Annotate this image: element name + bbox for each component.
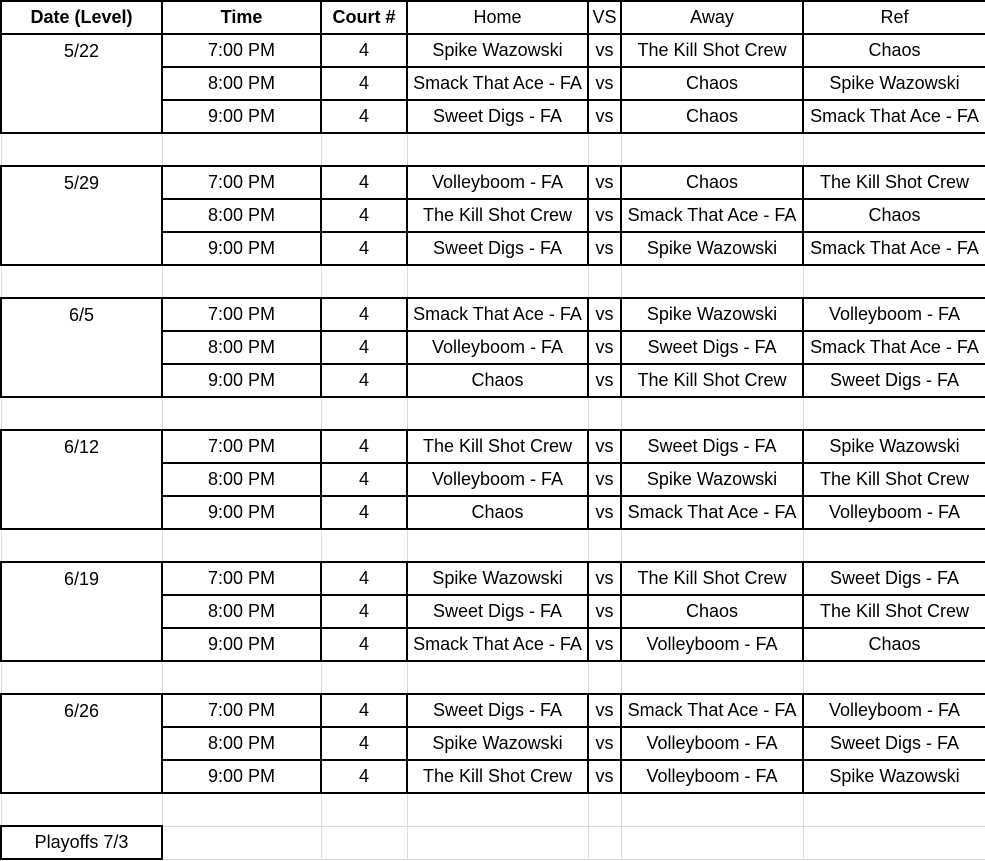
header-vs[interactable]: VS bbox=[588, 1, 621, 34]
time-cell[interactable]: 9:00 PM bbox=[162, 100, 321, 133]
time-cell[interactable]: 9:00 PM bbox=[162, 232, 321, 265]
empty-cell[interactable] bbox=[621, 133, 803, 166]
empty-cell[interactable] bbox=[803, 529, 985, 562]
away-cell[interactable]: The Kill Shot Crew bbox=[621, 364, 803, 397]
court-cell[interactable]: 4 bbox=[321, 628, 407, 661]
home-cell[interactable]: Sweet Digs - FA bbox=[407, 694, 588, 727]
table-row bbox=[1, 331, 985, 364]
vs-cell[interactable]: vs bbox=[588, 727, 621, 760]
vs-cell[interactable]: vs bbox=[588, 34, 621, 67]
table-row bbox=[1, 232, 985, 265]
away-cell[interactable]: Volleyboom - FA bbox=[621, 760, 803, 793]
ref-cell[interactable]: Volleyboom - FA bbox=[803, 298, 985, 331]
date-cell-empty[interactable] bbox=[1, 67, 162, 100]
home-cell[interactable]: The Kill Shot Crew bbox=[407, 760, 588, 793]
ref-cell[interactable]: The Kill Shot Crew bbox=[803, 166, 985, 199]
empty-cell[interactable] bbox=[162, 265, 321, 298]
empty-cell[interactable] bbox=[588, 529, 621, 562]
home-cell[interactable]: Smack That Ace - FA bbox=[407, 67, 588, 100]
empty-cell[interactable] bbox=[621, 265, 803, 298]
court-cell[interactable]: 4 bbox=[321, 232, 407, 265]
vs-cell[interactable]: vs bbox=[588, 166, 621, 199]
empty-cell[interactable] bbox=[162, 793, 321, 826]
away-cell[interactable]: Sweet Digs - FA bbox=[621, 331, 803, 364]
time-cell[interactable]: 7:00 PM bbox=[162, 166, 321, 199]
empty-cell[interactable] bbox=[588, 397, 621, 430]
date-cell-empty[interactable] bbox=[1, 364, 162, 397]
home-cell[interactable]: Chaos bbox=[407, 496, 588, 529]
table-row bbox=[1, 199, 985, 232]
home-cell[interactable]: Spike Wazowski bbox=[407, 562, 588, 595]
home-cell[interactable]: Sweet Digs - FA bbox=[407, 100, 588, 133]
date-cell-empty[interactable] bbox=[1, 760, 162, 793]
vs-cell[interactable]: vs bbox=[588, 496, 621, 529]
home-cell[interactable]: The Kill Shot Crew bbox=[407, 199, 588, 232]
empty-cell[interactable] bbox=[162, 826, 321, 859]
ref-cell[interactable]: Spike Wazowski bbox=[803, 430, 985, 463]
header-home[interactable]: Home bbox=[407, 1, 588, 34]
court-cell[interactable]: 4 bbox=[321, 298, 407, 331]
vs-cell[interactable]: vs bbox=[588, 364, 621, 397]
table-row bbox=[1, 760, 985, 793]
table-row bbox=[1, 364, 985, 397]
time-cell[interactable]: 8:00 PM bbox=[162, 463, 321, 496]
week-date-cell[interactable]: 6/19 bbox=[1, 562, 162, 595]
away-cell[interactable]: Chaos bbox=[621, 100, 803, 133]
empty-cell[interactable] bbox=[321, 529, 407, 562]
home-cell[interactable]: The Kill Shot Crew bbox=[407, 430, 588, 463]
time-cell[interactable]: 9:00 PM bbox=[162, 496, 321, 529]
empty-cell[interactable] bbox=[407, 661, 588, 694]
empty-cell[interactable] bbox=[1, 529, 162, 562]
table-row bbox=[1, 298, 985, 331]
spacer-row bbox=[1, 529, 985, 562]
time-cell[interactable]: 9:00 PM bbox=[162, 628, 321, 661]
home-cell[interactable]: Chaos bbox=[407, 364, 588, 397]
court-cell[interactable]: 4 bbox=[321, 595, 407, 628]
court-cell[interactable]: 4 bbox=[321, 496, 407, 529]
playoffs-cell[interactable]: Playoffs 7/3 bbox=[1, 826, 162, 859]
table-row bbox=[1, 463, 985, 496]
home-cell[interactable]: Volleyboom - FA bbox=[407, 166, 588, 199]
ref-cell[interactable]: Volleyboom - FA bbox=[803, 694, 985, 727]
vs-cell[interactable]: vs bbox=[588, 67, 621, 100]
time-cell[interactable]: 8:00 PM bbox=[162, 331, 321, 364]
empty-cell[interactable] bbox=[1, 133, 162, 166]
date-cell-empty[interactable] bbox=[1, 496, 162, 529]
table-row bbox=[1, 727, 985, 760]
empty-cell[interactable] bbox=[621, 397, 803, 430]
ref-cell[interactable]: Smack That Ace - FA bbox=[803, 232, 985, 265]
ref-cell[interactable]: The Kill Shot Crew bbox=[803, 463, 985, 496]
time-cell[interactable]: 7:00 PM bbox=[162, 694, 321, 727]
date-cell-empty[interactable] bbox=[1, 463, 162, 496]
date-cell-empty[interactable] bbox=[1, 595, 162, 628]
court-cell[interactable]: 4 bbox=[321, 34, 407, 67]
spacer-row bbox=[1, 793, 985, 826]
empty-cell[interactable] bbox=[407, 397, 588, 430]
vs-cell[interactable]: vs bbox=[588, 199, 621, 232]
court-cell[interactable]: 4 bbox=[321, 67, 407, 100]
ref-cell[interactable]: Volleyboom - FA bbox=[803, 496, 985, 529]
table-row bbox=[1, 430, 985, 463]
header-row bbox=[1, 1, 985, 34]
date-cell-empty[interactable] bbox=[1, 727, 162, 760]
court-cell[interactable]: 4 bbox=[321, 199, 407, 232]
ref-cell[interactable]: Chaos bbox=[803, 628, 985, 661]
date-cell-empty[interactable] bbox=[1, 100, 162, 133]
ref-cell[interactable]: Smack That Ace - FA bbox=[803, 331, 985, 364]
empty-cell[interactable] bbox=[162, 133, 321, 166]
spacer-row bbox=[1, 397, 985, 430]
away-cell[interactable]: Chaos bbox=[621, 595, 803, 628]
date-cell-empty[interactable] bbox=[1, 331, 162, 364]
away-cell[interactable]: Chaos bbox=[621, 166, 803, 199]
ref-cell[interactable]: Chaos bbox=[803, 34, 985, 67]
ref-cell[interactable]: Spike Wazowski bbox=[803, 67, 985, 100]
week-date-cell[interactable]: 6/12 bbox=[1, 430, 162, 463]
vs-cell[interactable]: vs bbox=[588, 100, 621, 133]
empty-cell[interactable] bbox=[321, 397, 407, 430]
home-cell[interactable]: Sweet Digs - FA bbox=[407, 232, 588, 265]
vs-cell[interactable]: vs bbox=[588, 760, 621, 793]
table-row bbox=[1, 100, 985, 133]
empty-cell[interactable] bbox=[803, 265, 985, 298]
date-cell-empty[interactable] bbox=[1, 628, 162, 661]
court-cell[interactable]: 4 bbox=[321, 727, 407, 760]
time-cell[interactable]: 8:00 PM bbox=[162, 199, 321, 232]
court-cell[interactable]: 4 bbox=[321, 463, 407, 496]
home-cell[interactable]: Volleyboom - FA bbox=[407, 463, 588, 496]
spacer-row bbox=[1, 265, 985, 298]
empty-cell[interactable] bbox=[621, 529, 803, 562]
empty-cell[interactable] bbox=[803, 826, 985, 859]
spacer-row bbox=[1, 661, 985, 694]
court-cell[interactable]: 4 bbox=[321, 760, 407, 793]
empty-cell[interactable] bbox=[162, 397, 321, 430]
empty-cell[interactable] bbox=[321, 793, 407, 826]
week-date-cell[interactable]: 5/29 bbox=[1, 166, 162, 199]
table-row bbox=[1, 67, 985, 100]
vs-cell[interactable]: vs bbox=[588, 463, 621, 496]
time-cell[interactable]: 7:00 PM bbox=[162, 562, 321, 595]
away-cell[interactable]: Smack That Ace - FA bbox=[621, 199, 803, 232]
time-cell[interactable]: 7:00 PM bbox=[162, 34, 321, 67]
court-cell[interactable]: 4 bbox=[321, 166, 407, 199]
empty-cell[interactable] bbox=[1, 661, 162, 694]
ref-cell[interactable]: Smack That Ace - FA bbox=[803, 100, 985, 133]
ref-cell[interactable]: Spike Wazowski bbox=[803, 760, 985, 793]
spacer-row bbox=[1, 133, 985, 166]
away-cell[interactable]: Volleyboom - FA bbox=[621, 628, 803, 661]
time-cell[interactable]: 8:00 PM bbox=[162, 727, 321, 760]
table-row bbox=[1, 628, 985, 661]
time-cell[interactable]: 7:00 PM bbox=[162, 430, 321, 463]
empty-cell[interactable] bbox=[407, 793, 588, 826]
away-cell[interactable]: Spike Wazowski bbox=[621, 298, 803, 331]
empty-cell[interactable] bbox=[407, 529, 588, 562]
empty-cell[interactable] bbox=[588, 133, 621, 166]
empty-cell[interactable] bbox=[321, 826, 407, 859]
vs-cell[interactable]: vs bbox=[588, 628, 621, 661]
table-row bbox=[1, 34, 985, 67]
time-cell[interactable]: 9:00 PM bbox=[162, 760, 321, 793]
time-cell[interactable]: 7:00 PM bbox=[162, 298, 321, 331]
away-cell[interactable]: The Kill Shot Crew bbox=[621, 562, 803, 595]
home-cell[interactable]: Smack That Ace - FA bbox=[407, 628, 588, 661]
empty-cell[interactable] bbox=[803, 793, 985, 826]
home-cell[interactable]: Spike Wazowski bbox=[407, 34, 588, 67]
ref-cell[interactable]: Sweet Digs - FA bbox=[803, 727, 985, 760]
empty-cell[interactable] bbox=[321, 133, 407, 166]
empty-cell[interactable] bbox=[1, 265, 162, 298]
away-cell[interactable]: The Kill Shot Crew bbox=[621, 34, 803, 67]
vs-cell[interactable]: vs bbox=[588, 331, 621, 364]
vs-cell[interactable]: vs bbox=[588, 694, 621, 727]
away-cell[interactable]: Spike Wazowski bbox=[621, 463, 803, 496]
court-cell[interactable]: 4 bbox=[321, 430, 407, 463]
empty-cell[interactable] bbox=[588, 265, 621, 298]
table-row bbox=[1, 166, 985, 199]
empty-cell[interactable] bbox=[407, 133, 588, 166]
week-date-cell[interactable]: 5/22 bbox=[1, 34, 162, 67]
ref-cell[interactable]: The Kill Shot Crew bbox=[803, 595, 985, 628]
date-cell-empty[interactable] bbox=[1, 199, 162, 232]
away-cell[interactable]: Chaos bbox=[621, 67, 803, 100]
date-cell-empty[interactable] bbox=[1, 232, 162, 265]
empty-cell[interactable] bbox=[621, 793, 803, 826]
table-row bbox=[1, 694, 985, 727]
home-cell[interactable]: Volleyboom - FA bbox=[407, 331, 588, 364]
empty-cell[interactable] bbox=[162, 529, 321, 562]
court-cell[interactable]: 4 bbox=[321, 562, 407, 595]
vs-cell[interactable]: vs bbox=[588, 298, 621, 331]
court-cell[interactable]: 4 bbox=[321, 331, 407, 364]
time-cell[interactable]: 8:00 PM bbox=[162, 67, 321, 100]
time-cell[interactable]: 9:00 PM bbox=[162, 364, 321, 397]
away-cell[interactable]: Sweet Digs - FA bbox=[621, 430, 803, 463]
table-row bbox=[1, 496, 985, 529]
empty-cell[interactable] bbox=[803, 661, 985, 694]
header-time[interactable]: Time bbox=[162, 1, 321, 34]
away-cell[interactable]: Volleyboom - FA bbox=[621, 727, 803, 760]
empty-cell[interactable] bbox=[803, 133, 985, 166]
away-cell[interactable]: Smack That Ace - FA bbox=[621, 496, 803, 529]
empty-cell[interactable] bbox=[588, 826, 621, 859]
away-cell[interactable]: Smack That Ace - FA bbox=[621, 694, 803, 727]
empty-cell[interactable] bbox=[621, 826, 803, 859]
empty-cell[interactable] bbox=[1, 397, 162, 430]
empty-cell[interactable] bbox=[588, 661, 621, 694]
home-cell[interactable]: Smack That Ace - FA bbox=[407, 298, 588, 331]
empty-cell[interactable] bbox=[162, 661, 321, 694]
schedule-body bbox=[1, 1, 985, 859]
time-cell[interactable]: 8:00 PM bbox=[162, 595, 321, 628]
vs-cell[interactable]: vs bbox=[588, 430, 621, 463]
vs-cell[interactable]: vs bbox=[588, 595, 621, 628]
court-cell[interactable]: 4 bbox=[321, 100, 407, 133]
header-away[interactable]: Away bbox=[621, 1, 803, 34]
away-cell[interactable]: Spike Wazowski bbox=[621, 232, 803, 265]
vs-cell[interactable]: vs bbox=[588, 562, 621, 595]
header-date[interactable]: Date (Level) bbox=[1, 1, 162, 34]
ref-cell[interactable]: Chaos bbox=[803, 199, 985, 232]
empty-cell[interactable] bbox=[588, 793, 621, 826]
empty-cell[interactable] bbox=[321, 661, 407, 694]
empty-cell[interactable] bbox=[1, 793, 162, 826]
week-date-cell[interactable]: 6/26 bbox=[1, 694, 162, 727]
empty-cell[interactable] bbox=[407, 265, 588, 298]
empty-cell[interactable] bbox=[803, 397, 985, 430]
court-cell[interactable]: 4 bbox=[321, 694, 407, 727]
table-row bbox=[1, 562, 985, 595]
table-row bbox=[1, 595, 985, 628]
empty-cell[interactable] bbox=[621, 661, 803, 694]
empty-cell[interactable] bbox=[321, 265, 407, 298]
court-cell[interactable]: 4 bbox=[321, 364, 407, 397]
home-cell[interactable]: Spike Wazowski bbox=[407, 727, 588, 760]
playoffs-row bbox=[1, 826, 985, 859]
week-date-cell[interactable]: 6/5 bbox=[1, 298, 162, 331]
home-cell[interactable]: Sweet Digs - FA bbox=[407, 595, 588, 628]
header-ref[interactable]: Ref bbox=[803, 1, 985, 34]
empty-cell[interactable] bbox=[407, 826, 588, 859]
ref-cell[interactable]: Sweet Digs - FA bbox=[803, 562, 985, 595]
header-court[interactable]: Court # bbox=[321, 1, 407, 34]
ref-cell[interactable]: Sweet Digs - FA bbox=[803, 364, 985, 397]
vs-cell[interactable]: vs bbox=[588, 232, 621, 265]
